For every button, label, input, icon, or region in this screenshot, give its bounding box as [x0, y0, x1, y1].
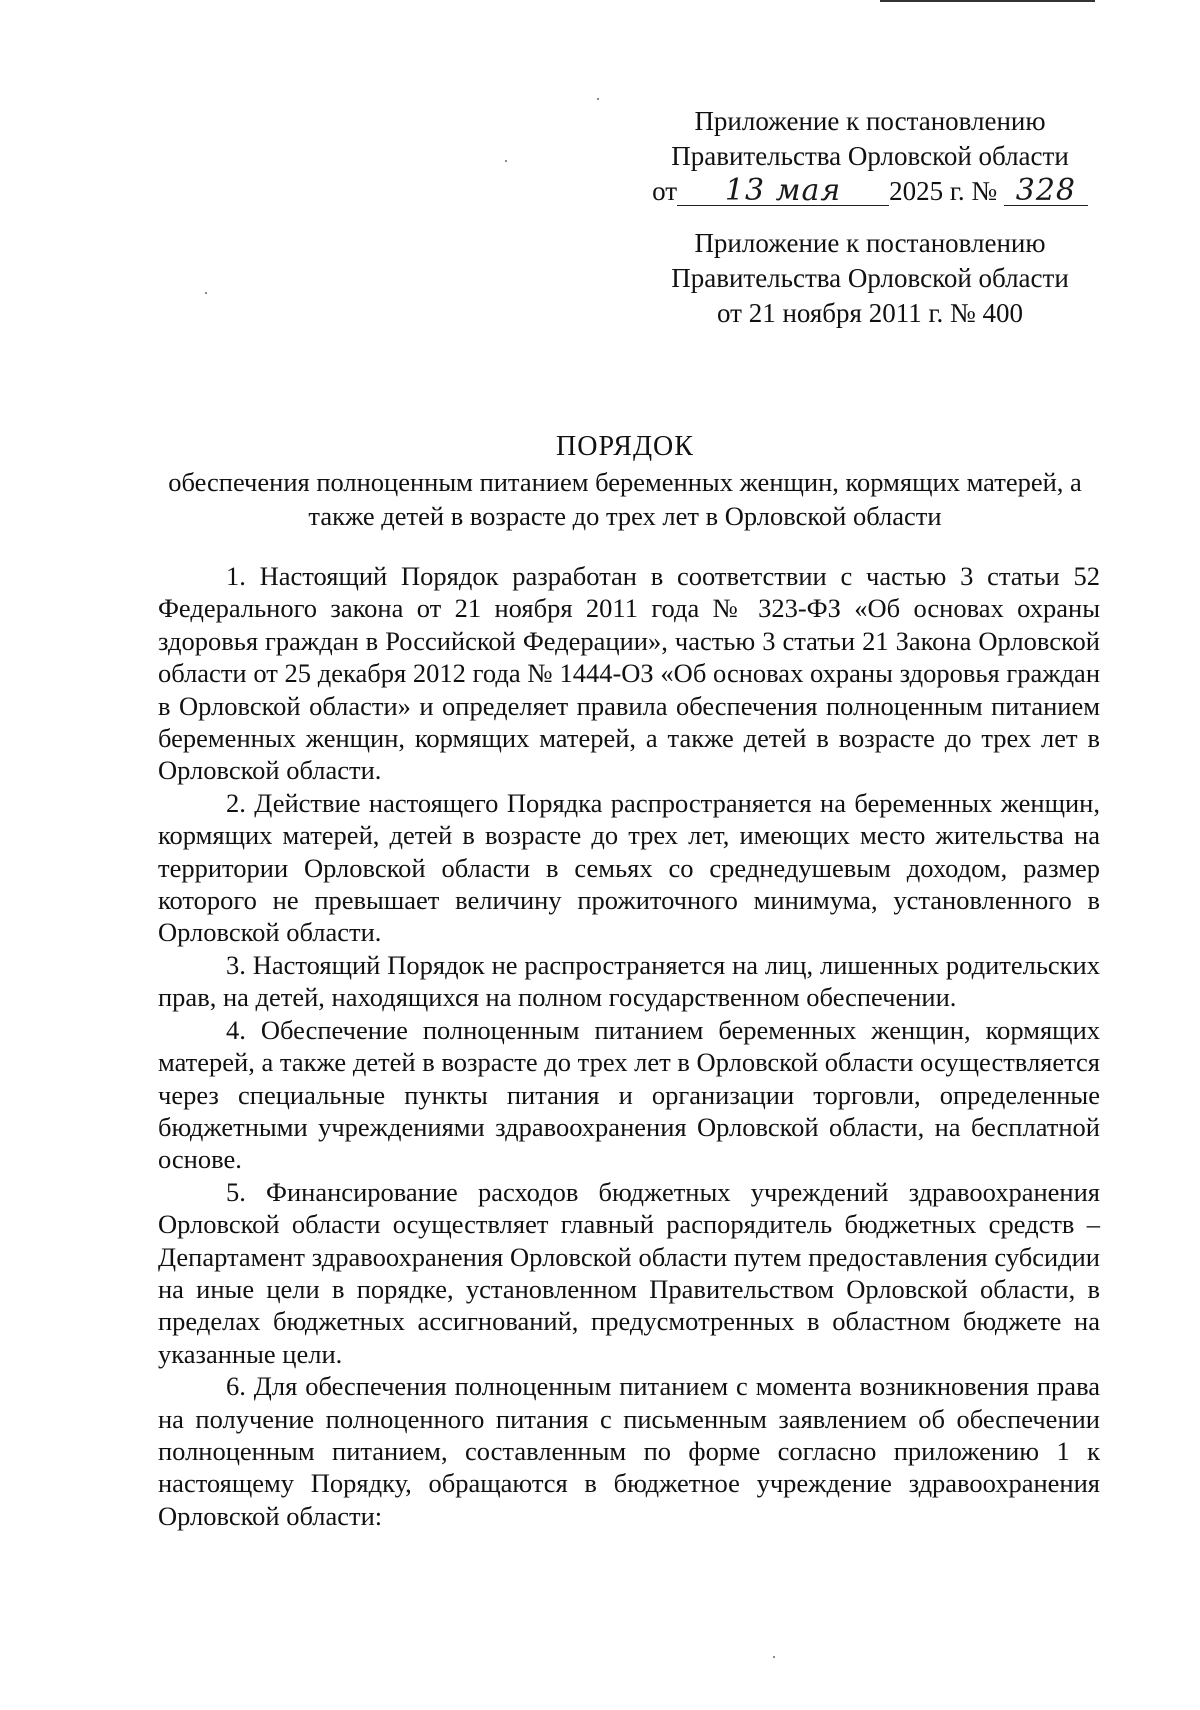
handwritten-date: 13 мая — [677, 177, 889, 206]
top-edge-line — [880, 0, 1095, 2]
year-text: 2025 г. № — [889, 176, 998, 206]
handwritten-number: 328 — [1004, 177, 1088, 206]
paragraph-1: 1. Настоящий Порядок разработан в соответствии с частью 3 статьи 52 Федерального закона от 21 ноября 2011 года № 323-ФЗ «Об основах охраны здоровья граждан в Российской Федерации», частью 3 статьи 21 Закона Орловской области от 25 декабря 2012 года № 1444-ОЗ «Об основах охраны здоровья граждан в Орловской области» и определяет правила обеспечения полноценным питанием беременных женщин, кормящих матерей, а также детей в возрасте до трех лет в Орловской области. — [158, 561, 1100, 786]
original-approval-line-1: Приложение к постановлению — [694, 228, 1046, 258]
paragraph-5: 5. Финансирование расходов бюджетных учреждений здравоохранения Орловской области осуществляет главный распорядитель бюджетных средств – Департамент здравоохранения Орловской области путем предоставления субсидии на иные цели в порядке, установленном Правительством Орловской области, в пределах бюджетных ассигнований, предусмотренных в областном бюджете на указанные цели. — [158, 1176, 1100, 1369]
date-prefix: от — [652, 176, 678, 206]
approval-line-1: Приложение к постановлению — [694, 106, 1046, 136]
paragraph-2: 2. Действие настоящего Порядка распространяется на беременных женщин, кормящих матерей, детей в возрасте до трех лет, имеющих место жительства на территории Орловской области в семьях со среднедушевым доходом, размер которого не превышает величину прожиточного минимума, установленного в Орловской области. — [158, 787, 1100, 948]
document-body — [158, 560, 1100, 1532]
paragraph-3: 3. Настоящий Порядок не распространяется на лиц, лишенных родительских прав, на детей, находящихся на полном государственном обеспечении. — [158, 949, 1100, 1013]
scan-speck — [773, 1656, 775, 1658]
paragraph-6: 6. Для обеспечения полноценным питанием с момента возникновения права на получение полноценного питания с письменным заявлением об обеспечении полноценным питанием, составленным по форме согласно приложению 1 к настоящему Порядку, обращаются в бюджетное учреждение здравоохранения Орловской области: — [158, 1371, 1100, 1531]
original-approval-line-2: Правительства Орловской области — [671, 263, 1069, 293]
document-title: ПОРЯДОК — [556, 431, 694, 462]
paragraph-4: 4. Обеспечение полноценным питанием беременных женщин, кормящих матерей, а также детей в возрасте до трех лет в Орловской области осуществляется через специальные пункты питания и организации торговли, определенные бюджетными учреждениями здравоохранения Орловской области, на бесплатной основе. — [158, 1014, 1100, 1175]
document-subtitle: обеспечения полноценным питанием беременных женщин, кормящих матерей, а также детей в возрасте до трех лет в Орловской области — [168, 467, 1082, 531]
approval-date-line — [640, 174, 1100, 209]
original-approval-line-3: от 21 ноября 2011 г. № 400 — [717, 298, 1023, 328]
approval-line-2: Правительства Орловской области — [671, 141, 1069, 171]
scan-speck — [505, 160, 507, 162]
original-approval — [640, 226, 1100, 331]
approval-stamp — [640, 104, 1100, 209]
scan-speck — [597, 98, 599, 100]
scan-speck — [205, 292, 207, 294]
